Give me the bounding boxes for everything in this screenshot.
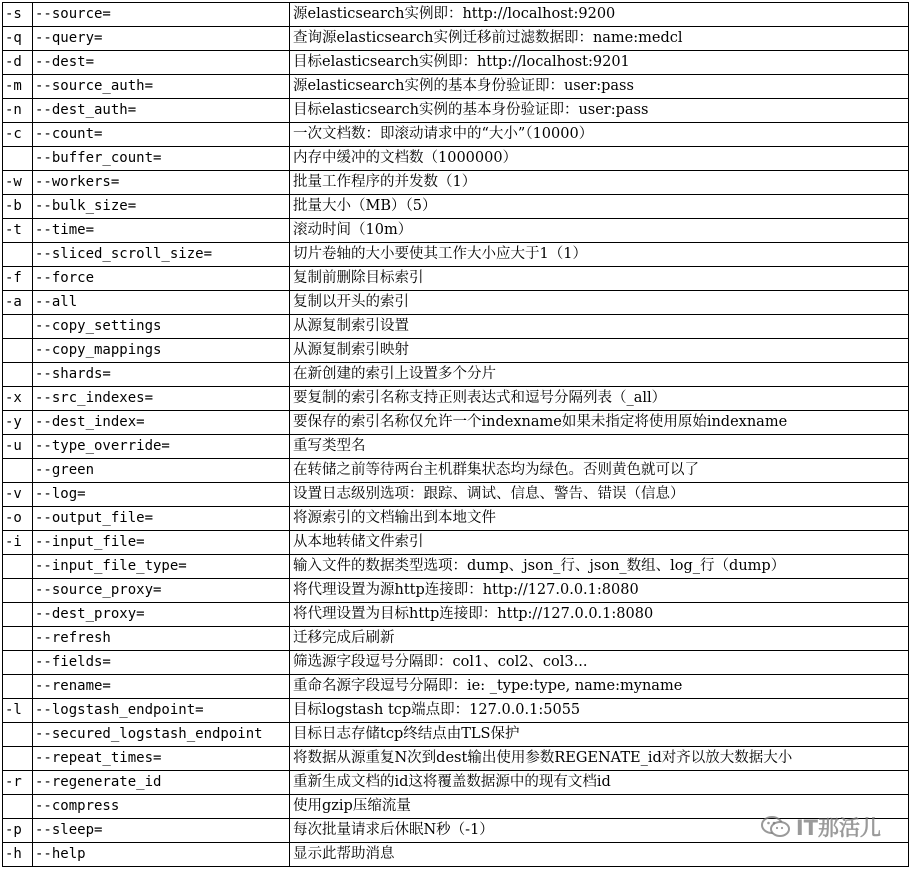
short-option-cell [3, 603, 33, 627]
short-option-cell [3, 651, 33, 675]
description-cell: 复制前删除目标索引 [290, 267, 909, 291]
description-cell: 从源复制索引设置 [290, 315, 909, 339]
table-row [3, 723, 909, 747]
long-option-cell: --log= [33, 483, 290, 507]
table-row [3, 291, 909, 315]
short-option-cell: -l [3, 699, 33, 723]
short-option-cell: -b [3, 195, 33, 219]
description-cell: 源elasticsearch实例的基本身份验证即：user:pass [290, 75, 909, 99]
long-option-cell: --fields= [33, 651, 290, 675]
long-option-cell: --sleep= [33, 819, 290, 843]
table-row [3, 99, 909, 123]
description-cell: 将源索引的文档输出到本地文件 [290, 507, 909, 531]
long-option-cell: --output_file= [33, 507, 290, 531]
long-option-cell: --help [33, 843, 290, 867]
description-cell: 目标logstash tcp端点即：127.0.0.1:5055 [290, 699, 909, 723]
table-row [3, 531, 909, 555]
short-option-cell [3, 579, 33, 603]
description-cell: 切片卷轴的大小要使其工作大小应大于1（1） [290, 243, 909, 267]
short-option-cell: -d [3, 51, 33, 75]
table-row [3, 411, 909, 435]
short-option-cell: -s [3, 3, 33, 27]
description-cell: 在转储之前等待两台主机群集状态均为绿色。否则黄色就可以了 [290, 459, 909, 483]
options-table [2, 2, 909, 867]
table-row [3, 339, 909, 363]
table-row [3, 459, 909, 483]
long-option-cell: --input_file_type= [33, 555, 290, 579]
table-row [3, 3, 909, 27]
long-option-cell: --dest_auth= [33, 99, 290, 123]
long-option-cell: --dest= [33, 51, 290, 75]
long-option-cell: --refresh [33, 627, 290, 651]
short-option-cell: -m [3, 75, 33, 99]
long-option-cell: --query= [33, 27, 290, 51]
watermark-text: IT那活儿 [795, 816, 881, 840]
table-row [3, 435, 909, 459]
description-cell: 一次文档数：即滚动请求中的“大小”（10000） [290, 123, 909, 147]
long-option-cell: --source= [33, 3, 290, 27]
description-cell: 将代理设置为目标http连接即：http://127.0.0.1:8080 [290, 603, 909, 627]
description-cell: 筛选源字段逗号分隔即：col1、col2、col3... [290, 651, 909, 675]
description-cell: 设置日志级别选项：跟踪、调试、信息、警告、错误（信息） [290, 483, 909, 507]
long-option-cell: --all [33, 291, 290, 315]
short-option-cell: -y [3, 411, 33, 435]
description-cell: 将代理设置为源http连接即：http://127.0.0.1:8080 [290, 579, 909, 603]
long-option-cell: --repeat_times= [33, 747, 290, 771]
table-row [3, 483, 909, 507]
short-option-cell [3, 627, 33, 651]
table-row [3, 27, 909, 51]
long-option-cell: --green [33, 459, 290, 483]
description-cell: 重新生成文档的id这将覆盖数据源中的现有文档id [290, 771, 909, 795]
description-cell: 每次批量请求后休眠N秒（-1） [290, 819, 909, 843]
description-cell: 从源复制索引映射 [290, 339, 909, 363]
short-option-cell [3, 339, 33, 363]
short-option-cell: -q [3, 27, 33, 51]
table-row [3, 603, 909, 627]
short-option-cell: -i [3, 531, 33, 555]
table-row [3, 507, 909, 531]
long-option-cell: --logstash_endpoint= [33, 699, 290, 723]
description-cell: 在新创建的索引上设置多个分片 [290, 363, 909, 387]
long-option-cell: --type_override= [33, 435, 290, 459]
long-option-cell: --sliced_scroll_size= [33, 243, 290, 267]
long-option-cell: --count= [33, 123, 290, 147]
table-row [3, 747, 909, 771]
table-row [3, 147, 909, 171]
table-row [3, 243, 909, 267]
short-option-cell: -x [3, 387, 33, 411]
long-option-cell: --buffer_count= [33, 147, 290, 171]
description-cell: 从本地转储文件索引 [290, 531, 909, 555]
short-option-cell: -h [3, 843, 33, 867]
description-cell: 目标elasticsearch实例即：http://localhost:9201 [290, 51, 909, 75]
table-row [3, 51, 909, 75]
description-cell: 目标elasticsearch实例的基本身份验证即：user:pass [290, 99, 909, 123]
table-row [3, 195, 909, 219]
table-row [3, 555, 909, 579]
description-cell: 要复制的索引名称支持正则表达式和逗号分隔列表（_all） [290, 387, 909, 411]
table-row [3, 219, 909, 243]
long-option-cell: --dest_index= [33, 411, 290, 435]
description-cell: 迁移完成后刷新 [290, 627, 909, 651]
wechat-icon [761, 815, 791, 839]
options-table-body [3, 3, 909, 867]
description-cell: 使用gzip压缩流量 [290, 795, 909, 819]
short-option-cell: -f [3, 267, 33, 291]
short-option-cell [3, 675, 33, 699]
long-option-cell: --shards= [33, 363, 290, 387]
long-option-cell: --dest_proxy= [33, 603, 290, 627]
description-cell: 滚动时间（10m） [290, 219, 909, 243]
description-cell: 复制以开头的索引 [290, 291, 909, 315]
short-option-cell [3, 795, 33, 819]
table-row [3, 387, 909, 411]
table-row [3, 699, 909, 723]
long-option-cell: --source_proxy= [33, 579, 290, 603]
short-option-cell: -o [3, 507, 33, 531]
short-option-cell [3, 723, 33, 747]
short-option-cell [3, 363, 33, 387]
short-option-cell: -p [3, 819, 33, 843]
description-cell: 输入文件的数据类型选项：dump、json_行、json_数组、log_行（dump） [290, 555, 909, 579]
long-option-cell: --rename= [33, 675, 290, 699]
short-option-cell: -w [3, 171, 33, 195]
table-row [3, 675, 909, 699]
description-cell: 显示此帮助消息 [290, 843, 909, 867]
long-option-cell: --regenerate_id [33, 771, 290, 795]
short-option-cell: -u [3, 435, 33, 459]
long-option-cell: --time= [33, 219, 290, 243]
table-row [3, 123, 909, 147]
table-row [3, 363, 909, 387]
description-cell: 源elasticsearch实例即：http://localhost:9200 [290, 3, 909, 27]
short-option-cell [3, 243, 33, 267]
long-option-cell: --source_auth= [33, 75, 290, 99]
table-row [3, 75, 909, 99]
description-cell: 要保存的索引名称仅允许一个indexname如果未指定将使用原始indexname [290, 411, 909, 435]
short-option-cell [3, 747, 33, 771]
long-option-cell: --compress [33, 795, 290, 819]
description-cell: 批量工作程序的并发数（1） [290, 171, 909, 195]
long-option-cell: --workers= [33, 171, 290, 195]
long-option-cell: --src_indexes= [33, 387, 290, 411]
description-cell: 批量大小（MB）（5） [290, 195, 909, 219]
description-cell: 目标日志存储tcp终结点由TLS保护 [290, 723, 909, 747]
description-cell: 内存中缓冲的文档数（1000000） [290, 147, 909, 171]
description-cell: 将数据从源重复N次到dest输出使用参数REGENATE_id对齐以放大数据大小 [290, 747, 909, 771]
long-option-cell: --copy_settings [33, 315, 290, 339]
short-option-cell: -r [3, 771, 33, 795]
description-cell: 重命名源字段逗号分隔即：ie: _type:type, name:myname [290, 675, 909, 699]
long-option-cell: --secured_logstash_endpoint [33, 723, 290, 747]
table-row [3, 771, 909, 795]
watermark [761, 812, 881, 842]
description-cell: 重写类型名 [290, 435, 909, 459]
short-option-cell: -a [3, 291, 33, 315]
table-row [3, 171, 909, 195]
short-option-cell: -c [3, 123, 33, 147]
table-row [3, 651, 909, 675]
short-option-cell: -v [3, 483, 33, 507]
short-option-cell [3, 147, 33, 171]
table-row [3, 627, 909, 651]
long-option-cell: --force [33, 267, 290, 291]
short-option-cell [3, 459, 33, 483]
table-row [3, 843, 909, 867]
short-option-cell [3, 315, 33, 339]
short-option-cell: -t [3, 219, 33, 243]
long-option-cell: --input_file= [33, 531, 290, 555]
table-row [3, 579, 909, 603]
short-option-cell: -n [3, 99, 33, 123]
table-row [3, 315, 909, 339]
table-row [3, 267, 909, 291]
short-option-cell [3, 555, 33, 579]
long-option-cell: --copy_mappings [33, 339, 290, 363]
description-cell: 查询源elasticsearch实例迁移前过滤数据即：name:medcl [290, 27, 909, 51]
long-option-cell: --bulk_size= [33, 195, 290, 219]
